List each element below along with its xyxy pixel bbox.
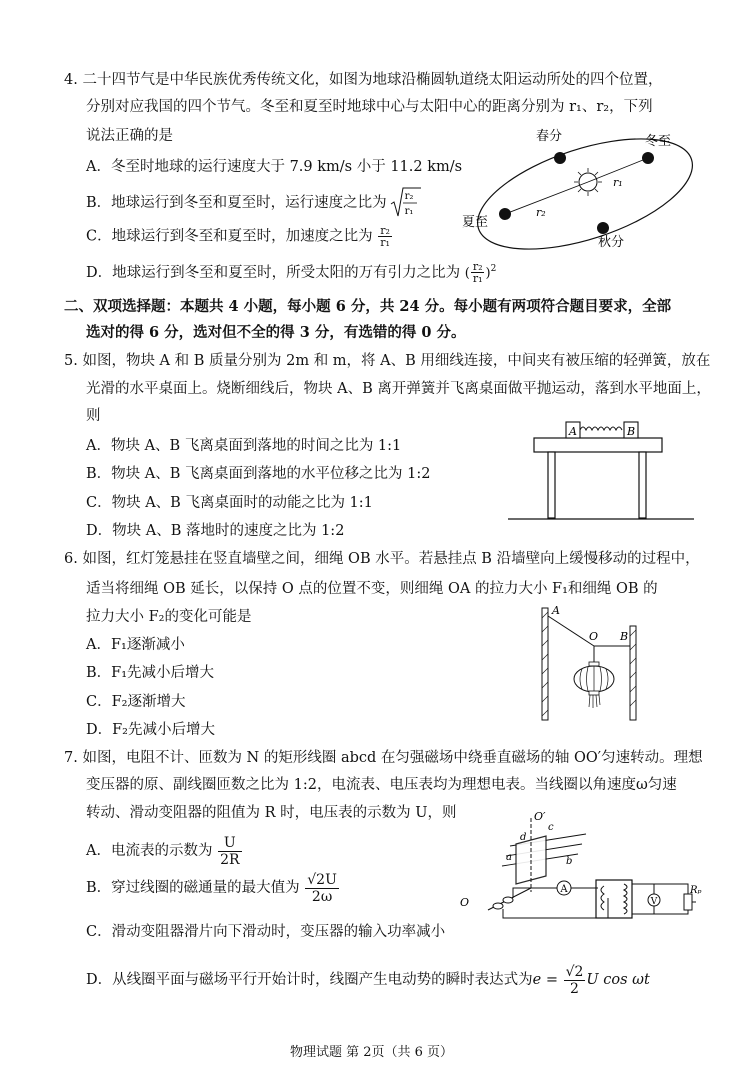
label-autumn: 秋分 (598, 235, 625, 250)
q4-c-num: r₂ (380, 224, 390, 237)
q7-option-d-frac (564, 964, 586, 997)
q7-option-d (86, 962, 650, 998)
q5-stem-line3: 则 (86, 408, 101, 424)
q7-option-b-frac (305, 872, 339, 905)
q4-option-d-text: D．地球运行到冬至和夏至时，所受太阳的万有引力之比为 (86, 264, 461, 281)
q7-d-expr-post: U cos ωt (586, 972, 650, 988)
q4-b-den: r₁ (404, 206, 414, 217)
label-winter: 冬至 (645, 134, 672, 149)
q7-stem-line3: 转动、滑动变阻器的阻值为 R 时，电压表的示数为 U，则 (86, 805, 457, 821)
q4-option-b (86, 186, 421, 220)
q7-stem-line2: 变压器的原、副线圈匝数之比为 1:2，电流表、电压表均为理想电表。当线圈以角速度ω匀速 (86, 777, 677, 793)
label-d: d (520, 832, 527, 843)
q4-c-den: r₁ (380, 236, 390, 249)
lantern-icon (574, 662, 614, 708)
q7-d-den: 2 (570, 980, 579, 997)
section2-title-line2: 选对的得 6 分，选对但不全的得 3 分，有选错的得 0 分。 (86, 324, 466, 341)
q7-a-den: 2R (220, 851, 240, 868)
q4-option-c (86, 225, 393, 248)
q4-option-b-sqrt (391, 186, 421, 220)
q5-option-b: B．物块 A、B 飞离桌面到落地的水平位移之比为 1:2 (86, 466, 431, 482)
q6-option-c: C．F₂逐渐增大 (86, 694, 186, 710)
q4-option-c-text: C．地球运行到冬至和夏至时，加速度之比为 (86, 228, 373, 245)
q7-circuit-figure (458, 810, 708, 924)
q7-d-expr-pre: e = (532, 972, 563, 988)
q4-option-d-frac (471, 261, 485, 284)
q6-option-d: D．F₂先减小后增大 (86, 722, 215, 738)
q5-stem-line1: 5. 如图，物块 A 和 B 质量分别为 2m 和 m，将 A、B 用细线连接，中间夹有被压缩的轻弹簧，放在 (64, 353, 711, 369)
q7-stem-line1: 7. 如图，电阻不计、匝数为 N 的矩形线圈 abcd 在匀强磁场中绕垂直磁场的轴 OO′匀速转动。理想 (64, 750, 703, 766)
earth-spring (554, 152, 566, 164)
wall-left (542, 608, 548, 720)
earth-autumn (597, 222, 609, 234)
label-b: B (620, 630, 629, 643)
q4-d-den: r₁ (472, 272, 483, 286)
label-r2: r₂ (536, 206, 546, 219)
q7-option-b-text: B．穿过线圈的磁通量的最大值为 (86, 880, 300, 896)
q7-option-a (86, 833, 243, 869)
rheostat-label: Rₚ (690, 885, 702, 896)
label-a: A (552, 604, 560, 617)
rheostat-icon (684, 894, 692, 910)
primary-coil-icon (601, 886, 604, 910)
section2-title-line1: 二、双项选择题：本题共 4 小题，每小题 6 分，共 24 分。每小题有两项符合题目要求，全部 (64, 298, 672, 315)
label-c: c (548, 822, 554, 833)
label-a: a (506, 852, 512, 863)
spring-icon (580, 427, 622, 430)
q4-option-d: D．地球运行到冬至和夏至时，所受太阳的万有引力之比为 ( $\frac{\text{r₂}}{\text{r₁}}$ )$^2$ (86, 260, 497, 286)
q6-stem-line2: 适当将细绳 OB 延长，以保持 O 点的位置不变，则细绳 OA 的拉力大小 F₁和细绳 OB 的 (86, 581, 658, 597)
earth-summer (499, 208, 511, 220)
q4-d-num: r₂ (472, 260, 483, 274)
label-summer: 夏至 (462, 215, 489, 230)
q5-table-figure (508, 418, 698, 522)
wire-bottom (503, 898, 608, 918)
page-footer: 物理试题 第 2页（共 6 页） (289, 1045, 454, 1060)
table-leg-left (548, 452, 555, 518)
ammeter-label: A (560, 884, 568, 895)
q4-stem-line2: 分别对应我国的四个节气。冬至和夏至时地球中心与太阳中心的距离分别为 r₁、r₂，下列 (86, 99, 653, 115)
q6-option-a: A．F₁逐渐减小 (86, 637, 185, 653)
q4-b-num: r₂ (404, 191, 414, 202)
q7-option-a-frac (218, 835, 241, 868)
q4-stem-line1: 4. 二十四节气是中华民族优秀传统文化，如图为地球沿椭圆轨道绕太阳运动所处的四个位置， (64, 72, 663, 88)
q7-b-den: 2ω (311, 888, 333, 905)
table-leg-right (639, 452, 646, 518)
q6-option-b: B．F₁先减小后增大 (86, 665, 215, 681)
label-a: A (569, 425, 577, 438)
table-top (534, 438, 662, 452)
q7-b-num: √2U (307, 871, 337, 888)
label-o-prime: O′ (534, 810, 546, 823)
slip-ring-2 (493, 903, 503, 909)
q5-stem-line2: 光滑的水平桌面上。烧断细线后，物块 A、B 离开弹簧并飞离桌面做平抛运动，落到水平地面上， (86, 381, 711, 397)
q5-option-d: D．物块 A、B 落地时的速度之比为 1:2 (86, 523, 345, 539)
label-b: b (566, 856, 573, 867)
voltmeter-label: V (650, 897, 658, 907)
label-r1: r₁ (613, 176, 623, 189)
q4-option-b-text: B．地球运行到冬至和夏至时，运行速度之比为 (86, 195, 387, 211)
earth-winter (642, 152, 654, 164)
label-spring: 春分 (536, 129, 563, 144)
q4-option-c-frac (378, 225, 392, 248)
rope-oa (548, 616, 594, 646)
q6-stem-line1: 6. 如图，红灯笼悬挂在竖直墙壁之间，细绳 OB 水平。若悬挂点 B 沿墙壁向上缓慢移动的过程中， (64, 551, 700, 567)
q6-stem-line3: 拉力大小 F₂的变化可能是 (86, 609, 252, 625)
q4-stem-line3: 说法正确的是 (86, 128, 173, 144)
sqrt-sign-icon (391, 186, 421, 220)
q7-option-b (86, 870, 340, 906)
secondary-coil-icon (624, 884, 627, 914)
r2-line (505, 182, 588, 214)
q4-option-a: A．冬至时地球的运行速度大于 7.9 km/s 小于 11.2 km/s (86, 159, 463, 175)
label-o: O (460, 896, 470, 909)
q6-lantern-figure (538, 604, 648, 724)
wire-top (513, 888, 558, 898)
q7-a-num: U (218, 835, 241, 852)
label-b: B (627, 425, 636, 438)
q7-option-c: C．滑动变阻器滑片向下滑动时，变压器的输入功率减小 (86, 924, 446, 940)
q4-orbit-figure (460, 128, 700, 258)
q7-option-a-text: A．电流表的示数为 (86, 843, 213, 859)
slip-ring-1 (503, 897, 513, 903)
q4-d-power: 2 (490, 264, 497, 274)
q5-option-c: C．物块 A、B 飞离桌面时的动能之比为 1:1 (86, 495, 373, 511)
q5-option-a: A．物块 A、B 飞离桌面到落地的时间之比为 1:1 (86, 438, 402, 454)
q7-d-num: √2 (565, 963, 584, 980)
label-o: O (589, 630, 599, 643)
q7-option-d-text: D．从线圈平面与磁场平行开始计时，线圈产生电动势的瞬时表达式为 (86, 972, 533, 988)
